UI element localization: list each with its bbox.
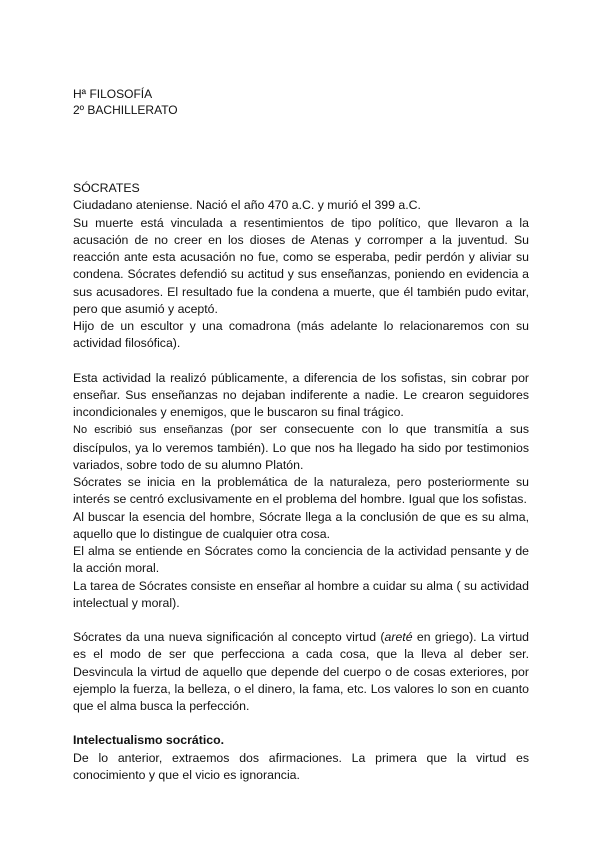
- subject-label: Hª FILOSOFÍA: [73, 87, 153, 101]
- spacer: [73, 715, 529, 732]
- document-body: [73, 180, 529, 784]
- intellectualism-heading: Intelectualismo socrático.: [73, 733, 225, 748]
- paragraph-essence: Al buscar la esencia del hombre, Sócrate llega a la conclusión de que es su alma, aquello que lo distingue de cualquier otra cosa.: [73, 509, 529, 541]
- paragraph-soul: El alma se entiende en Sócrates como la conciencia de la actividad pensante y de la acción moral.: [73, 544, 529, 576]
- paragraph-activity: Esta actividad la realizó públicamente, a diferencia de los sofistas, sin cobrar por enseñar. Sus enseñanzas no dejaban indiferente a nadie. Le crearon seguidores incondicionales y enemigos, que le buscaron su final trágico.: [73, 370, 529, 419]
- paragraph-virtue: [73, 629, 529, 715]
- no-writing-phrase: No escribió sus enseñanzas: [73, 424, 223, 437]
- paragraph-death: Su muerte está vinculada a resentimientos de tipo político, que llevaron a la acusación de no creer en los dioses de Atenas y corromper a la juventud. Su reacción ante esta acusación no fue, como se esperaba, pedir perdón y aliviar su condena. Sócrates defendió su actitud y sus enseñanzas, poniendo en evidencia a sus acusadores. El resultado fue la condena a muerte, que él también pudo evitar, pero que asumió y aceptó.: [73, 215, 529, 316]
- paragraph-task: La tarea de Sócrates consiste en enseñar al hombre a cuidar su alma ( su actividad intelectual y moral).: [73, 578, 529, 610]
- arete-term: areté: [384, 630, 413, 644]
- paragraph-no-writing: [73, 421, 529, 474]
- virtue-text-before: Sócrates da una nueva significación al concepto virtud (: [73, 630, 385, 644]
- spacer: [73, 353, 529, 370]
- virtue-text-after: en griego). La virtud es el modo de ser que perfecciona a cada cosa, que la lleva al deber ser. Desvincula la virtud de aquello que depende del cuerpo o de cosas exteriores, por ejemplo la fuerza, la belleza, o el dinero, la fama, etc. Los valores lo son en cuanto que el alma busca la perfección.: [73, 630, 529, 713]
- paragraph-conclusion: De lo anterior, extraemos dos afirmaciones. La primera que la virtud es conocimiento y que el vicio es ignorancia.: [73, 750, 529, 782]
- document-header: [73, 86, 178, 118]
- no-writing-rest: (por ser consecuente con lo que transmitía a sus discípulos, ya lo veremos también). Lo que nos ha llegado ha sido por testimonios variados, sobre todo de su alumno Platón.: [73, 422, 529, 472]
- paragraph-birth: Ciudadano ateniense. Nació el año 470 a.C. y murió el 399 a.C.: [73, 198, 421, 213]
- paragraph-nature: Sócrates se inicia en la problemática de la naturaleza, pero posteriormente su interés se centró exclusivamente en el problema del hombre. Igual que los sofistas.: [73, 475, 529, 507]
- paragraph-parents: Hijo de un escultor y una comadrona (más adelante lo relacionaremos con su actividad filosófica).: [73, 319, 529, 351]
- course-label: 2º BACHILLERATO: [73, 103, 178, 117]
- section-title: SÓCRATES: [73, 181, 140, 195]
- spacer: [73, 612, 529, 629]
